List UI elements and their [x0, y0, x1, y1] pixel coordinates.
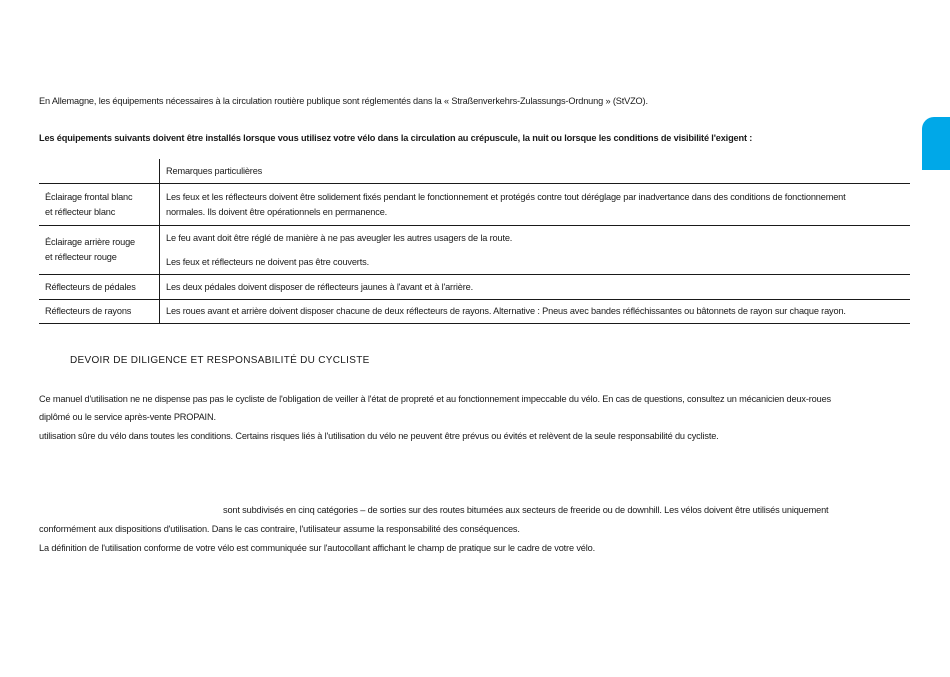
table-row — [39, 300, 910, 324]
paragraph-line: sont subdivisés en cinq catégories – de sorties sur des routes bitumées aux secteurs de freeride ou de downhill. Les vélos doivent être utilisés uniquement — [223, 505, 829, 515]
remark-text: Les roues avant et arrière doivent disposer chacune de deux réflecteurs de rayons. Alternative : Pneus avec bandes réfléchissantes ou bâtonnets de rayon sur chaque rayon. — [160, 300, 911, 324]
remark-cell — [160, 226, 911, 275]
equipment-label: Éclairage arrière rouge — [45, 237, 136, 247]
table-row — [39, 275, 910, 300]
paragraph-line: utilisation sûre du vélo dans toutes les conditions. Certains risques liés à l'utilisation du vélo ne peuvent être prévus ou évités et relèvent de la seule responsabilité du cycliste. — [39, 431, 719, 441]
required-equipment-note: Les équipements suivants doivent être installés lorsque vous utilisez votre vélo dans la circulation au crépuscule, la nuit ou lorsque les conditions de visibilité l'exigent : — [39, 133, 753, 143]
equipment-label: Réflecteurs de pédales — [39, 275, 160, 300]
remark-text: Le feu avant doit être réglé de manière à ne pas aveugler les autres usagers de la route. — [166, 233, 513, 243]
equipment-cell — [39, 226, 160, 275]
paragraph-line: La définition de l'utilisation conforme de votre vélo est communiquée sur l'autocollant affichant le champ de pratique sur le cadre de votre vélo. — [39, 543, 595, 553]
paragraph-line: Ce manuel d'utilisation ne ne dispense pas pas le cycliste de l'obligation de veiller à l'état de propreté et au fonctionnement impeccable du vélo. En cas de questions, consultez un mécanicien deux-roues — [39, 394, 831, 404]
remark-text: Les feux et les réflecteurs doivent être solidement fixés pendant le fonctionnement et protégés contre tout déréglage par inadvertance dans des conditions de fonctionnement — [166, 191, 846, 202]
equipment-label: Éclairage frontal blanc — [45, 191, 133, 202]
equipment-label: et réflecteur blanc — [45, 206, 116, 217]
paragraph-line: diplômé ou le service après-vente PROPAIN. — [39, 412, 216, 422]
table-header-row — [39, 159, 910, 184]
table-row — [39, 184, 910, 226]
remark-text: Les feux et réflecteurs ne doivent pas être couverts. — [166, 257, 369, 267]
intro-paragraph: En Allemagne, les équipements nécessaires à la circulation routière publique sont réglementés dans la « Straßenverkehrs-Zulassungs-Ordnung » (StVZO). — [39, 96, 648, 106]
remark-text: Les deux pédales doivent disposer de réflecteurs jaunes à l'avant et à l'arrière. — [160, 275, 911, 300]
remark-cell — [160, 184, 911, 226]
section-heading: DEVOIR DE DILIGENCE ET RESPONSABILITÉ DU CYCLISTE — [70, 355, 370, 366]
table-header-equipment — [39, 159, 160, 184]
table-header-remarks: Remarques particulières — [166, 165, 263, 176]
equipment-label: et réflecteur rouge — [45, 252, 117, 262]
paragraph-line: conformément aux dispositions d'utilisation. Dans le cas contraire, l'utilisateur assume la responsabilité des conséquences. — [39, 524, 520, 534]
remark-text: normales. Ils doivent être opérationnels en permanence. — [166, 206, 388, 217]
equipment-label: Réflecteurs de rayons — [39, 300, 160, 324]
chapter-tab-marker — [922, 117, 950, 170]
equipment-table — [39, 159, 910, 324]
equipment-cell — [39, 184, 160, 226]
table-row — [39, 226, 910, 275]
